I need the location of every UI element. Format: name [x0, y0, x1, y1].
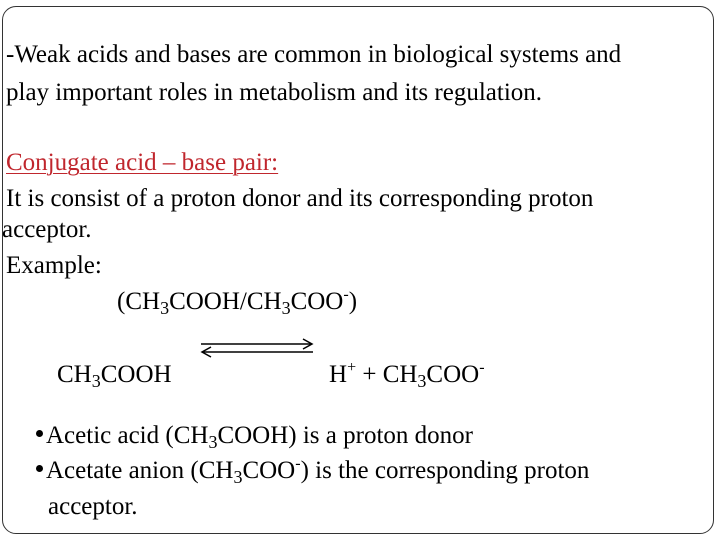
intro-line-1: -Weak acids and bases are common in biological systems and	[6, 41, 622, 68]
bullet-item-2: Acetate anion $(CH_3COO^-)$ is the corresponding proton	[46, 455, 590, 487]
definition-line-1: It is consist of a proton donor and its corresponding proton	[6, 185, 594, 212]
bullet-dot-icon	[36, 465, 43, 472]
bullet-item-2-continuation: acceptor.	[48, 493, 138, 520]
bullet-item-1: Acetic acid $(CH_3COOH)$ is a proton donor	[46, 422, 473, 452]
definition-line-2: acceptor.	[2, 216, 92, 243]
conjugate-pair-formula: $(CH_3COOH/CH_3COO^-)$	[117, 286, 358, 318]
equilibrium-arrows-icon	[199, 338, 315, 358]
equation-products: $H^+ + CH_3COO^-$	[329, 359, 485, 391]
intro-line-2: play important roles in metabolism and its regulation.	[6, 79, 543, 106]
equation-reactant: $CH_3COOH$	[57, 361, 172, 391]
example-label: Example:	[6, 252, 102, 279]
bullet-dot-icon	[36, 430, 43, 437]
conjugate-heading: Conjugate acid – base pair:	[6, 149, 279, 176]
